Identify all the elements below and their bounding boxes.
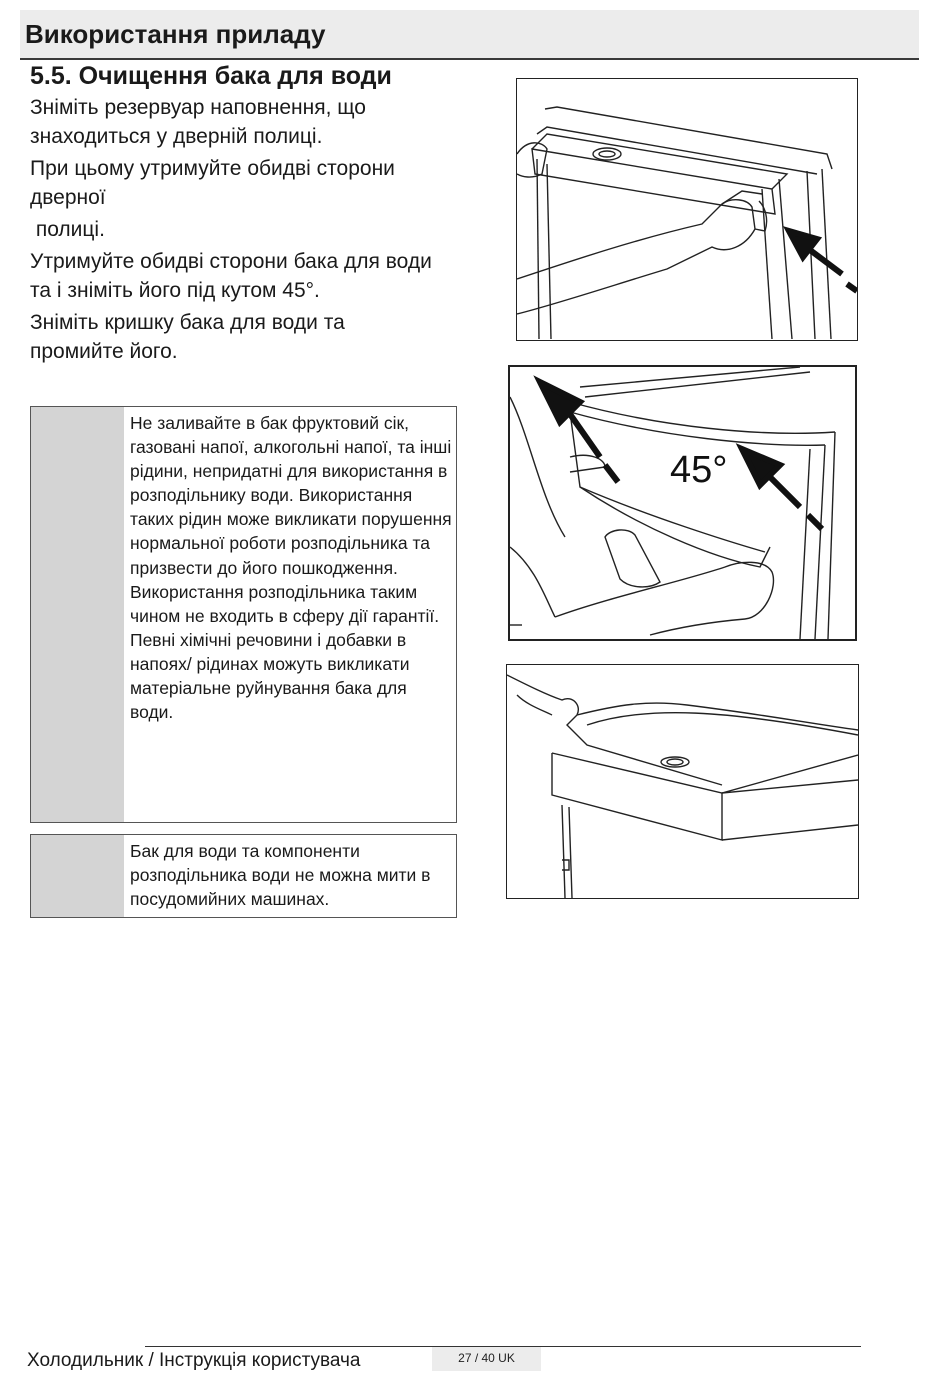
instruction-step: Утримуйте обидві сторони бака для води та і зніміть його під кутом 45°.	[30, 250, 432, 302]
angle-label: 45°	[670, 449, 728, 491]
footer-text: Холодильник / Інструкція користувача	[27, 1350, 361, 1371]
info-note	[30, 834, 457, 918]
page-header	[20, 10, 919, 60]
instruction-step: При цьому утримуйте обидві сторони дверної	[30, 157, 395, 209]
illustration-tilt-45	[508, 365, 857, 641]
note-icon-column	[31, 835, 124, 917]
illustration-remove-lid	[506, 664, 859, 899]
page-number: 27 / 40 UK	[432, 1347, 541, 1371]
instruction-step: полиці.	[30, 218, 105, 241]
note-text: Бак для води та компоненти розподільника води не можна мити в посудомийних машинах.	[130, 841, 431, 910]
section-title: 5.5. Очищення бака для води	[30, 62, 392, 90]
illustration-remove-shelf	[516, 78, 858, 341]
instruction-step: Зніміть кришку бака для води та промийте його.	[30, 311, 345, 363]
warning-note	[30, 406, 457, 823]
instruction-step: Зніміть резервуар наповнення, що знаходиться у дверній полиці.	[30, 96, 366, 148]
note-icon-column	[31, 407, 124, 822]
note-text: Не заливайте в бак фруктовий сік, газовані напої, алкогольні напої, та інші рідини, непридатні для використання в розподільнику води. Використання таких рідин може викликати порушення нормальної роботи розподільника та призвести до його пошкодження. Використання розподільника таким чином не входить в сферу дії гарантії. Певні хімічні речовини і добавки в напоях/ рідинах можуть викликати матеріальне руйнування бака для води.	[130, 413, 452, 723]
instructions	[30, 93, 480, 369]
header-title: Використання приладу	[25, 19, 326, 49]
